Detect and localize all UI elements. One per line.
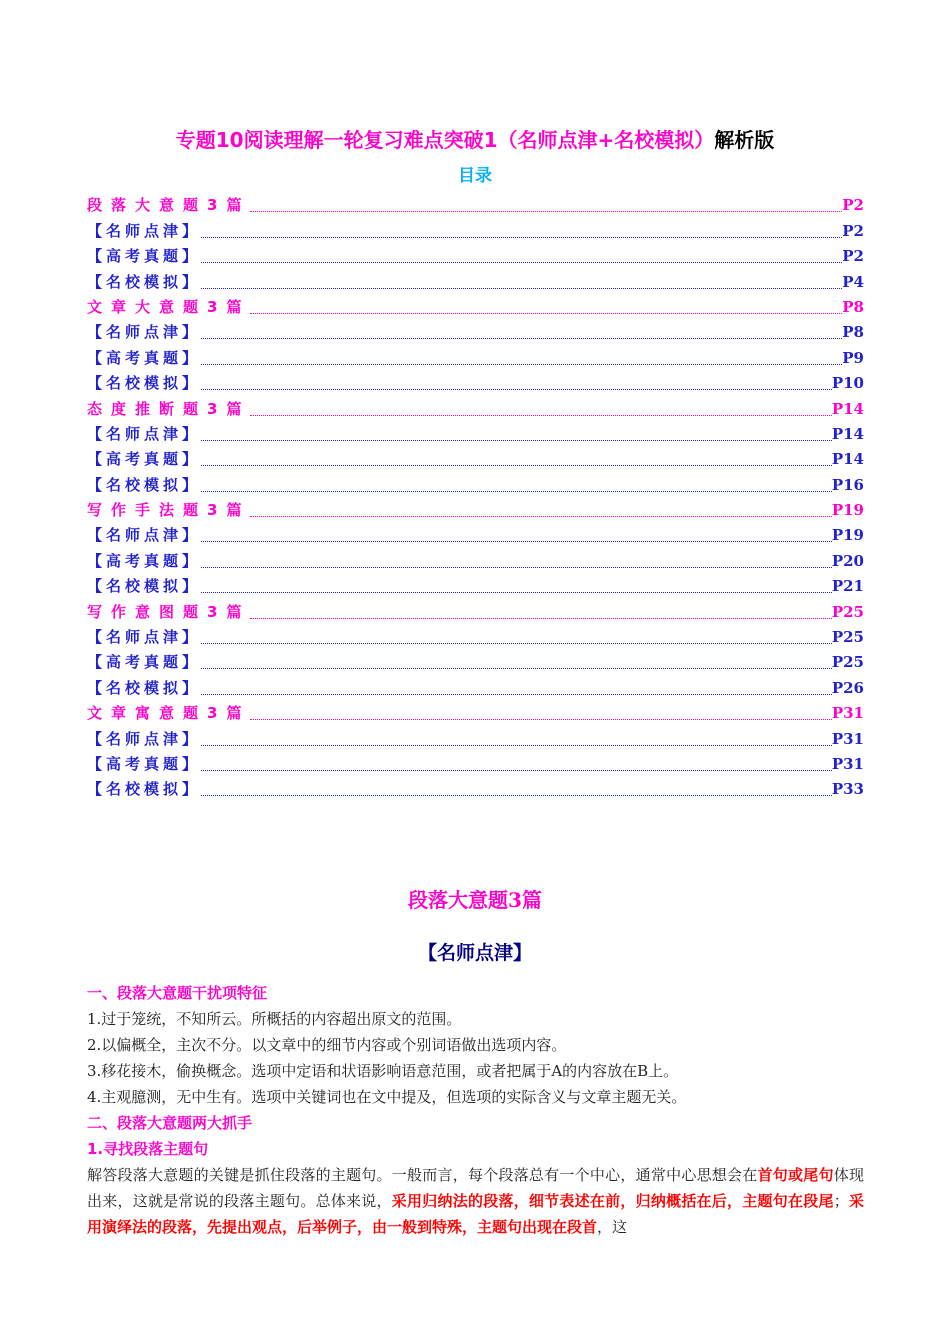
toc-page-number: P26 — [831, 678, 864, 697]
toc-entry-label: 【名校模拟】 — [87, 577, 202, 596]
toc-entry-label: 【名校模拟】 — [87, 780, 202, 799]
body-content — [87, 980, 864, 1240]
toc-sub-entry[interactable] — [87, 571, 864, 596]
toc-page-number: P2 — [842, 196, 864, 215]
list-item: 2.以偏概全，主次不分。以文章中的细节内容或个别词语做出选项内容。 — [87, 1036, 567, 1054]
toc-entry-label: 【名校模拟】 — [87, 475, 202, 494]
toc-page-number: P16 — [831, 475, 864, 494]
toc-leader-dots — [201, 770, 832, 771]
toc-entry-label: 【名师点津】 — [87, 424, 202, 443]
list-item: 3.移花接木，偷换概念。选项中定语和状语影响语意范围，或者把属于A的内容放在B上。 — [87, 1062, 679, 1080]
toc-page-number: P25 — [831, 653, 864, 672]
toc-sub-entry[interactable] — [87, 342, 864, 367]
toc-entry-label: 【名校模拟】 — [87, 678, 202, 697]
heading-two-keys: 二、段落大意题两大抓手 — [87, 1114, 253, 1132]
toc-page-number: P10 — [831, 374, 864, 393]
toc-section-entry[interactable] — [87, 495, 864, 520]
toc-leader-dots — [201, 491, 832, 492]
toc-page-number: P2 — [842, 221, 864, 240]
toc-leader-dots — [250, 313, 842, 314]
page-title-main: 专题10阅读理解一轮复习难点突破1（名师点津+名校模拟） — [175, 128, 715, 152]
toc-sub-entry[interactable] — [87, 520, 864, 545]
toc-page-number: P14 — [831, 424, 864, 443]
toc-sub-entry[interactable] — [87, 749, 864, 774]
paragraph-highlight: 采用演绎法的段落，先提出观点，后举例子，由一般到特殊，主题句出现在段首 — [87, 1192, 864, 1236]
toc-entry-label: 【名师点津】 — [87, 628, 202, 647]
toc-entry-label: 【高考真题】 — [87, 247, 202, 266]
toc-leader-dots — [201, 389, 832, 390]
toc-entry-label: 文章寓意题3篇 — [87, 704, 251, 723]
toc-entry-label: 【名师点津】 — [87, 323, 202, 342]
toc-leader-dots — [201, 338, 842, 339]
toc-entry-label: 【名校模拟】 — [87, 272, 202, 291]
toc-section-entry[interactable] — [87, 393, 864, 418]
toc-leader-dots — [250, 719, 831, 720]
toc-sub-entry[interactable] — [87, 545, 864, 570]
toc-entry-label: 【名师点津】 — [87, 526, 202, 545]
toc-page-number: P25 — [831, 628, 864, 647]
toc-entry-label: 文章大意题3篇 — [87, 297, 251, 316]
toc-page-number: P31 — [831, 704, 864, 723]
toc-page-number: P14 — [831, 399, 864, 418]
toc-entry-label: 【高考真题】 — [87, 450, 202, 469]
toc-page-number: P8 — [842, 297, 864, 316]
toc-page-number: P2 — [842, 247, 864, 266]
toc-sub-entry[interactable] — [87, 317, 864, 342]
toc-entry-label: 【高考真题】 — [87, 348, 202, 367]
toc-page-number: P8 — [842, 323, 864, 342]
toc-entry-label: 【名师点津】 — [87, 221, 202, 240]
toc-page-number: P33 — [831, 780, 864, 799]
toc-sub-entry[interactable] — [87, 469, 864, 494]
toc-section-entry[interactable] — [87, 596, 864, 621]
toc-sub-entry[interactable] — [87, 723, 864, 748]
toc-page-number: P14 — [831, 450, 864, 469]
toc-entry-label: 态度推断题3篇 — [87, 399, 251, 418]
toc-sub-entry[interactable] — [87, 622, 864, 647]
toc-leader-dots — [201, 262, 842, 263]
heading-topic-sentence: 1.寻找段落主题句 — [87, 1140, 209, 1158]
toc-entry-label: 【高考真题】 — [87, 551, 202, 570]
toc-leader-dots — [250, 618, 831, 619]
toc-leader-dots — [201, 288, 842, 289]
heading-distractor-features: 一、段落大意题干扰项特征 — [87, 984, 268, 1002]
toc-leader-dots — [201, 364, 842, 365]
toc-section-entry[interactable] — [87, 292, 864, 317]
toc-page-number: P21 — [831, 577, 864, 596]
paragraph-text: 体现出来，这就是常说的段落主题句。总体来说， — [87, 1166, 864, 1210]
toc-page-number: P19 — [831, 501, 864, 520]
paragraph-highlight: 采用归纳法的段落，细节表述在前，归纳概括在后，主题句在段尾 — [391, 1192, 834, 1210]
sub-title: 【名师点津】 — [417, 942, 532, 964]
toc-entry-label: 【名师点津】 — [87, 729, 202, 748]
toc-page-number: P31 — [831, 729, 864, 748]
toc-leader-dots — [201, 668, 832, 669]
toc-leader-dots — [250, 516, 831, 517]
toc-leader-dots — [201, 567, 832, 568]
paragraph-text: ； — [833, 1192, 849, 1210]
toc-sub-entry[interactable] — [87, 215, 864, 240]
toc-leader-dots — [201, 643, 832, 644]
toc-page-number: P31 — [831, 754, 864, 773]
toc-sub-entry[interactable] — [87, 419, 864, 444]
toc-entry-label: 【名校模拟】 — [87, 374, 202, 393]
toc-leader-dots — [201, 745, 832, 746]
paragraph-text: ，这 — [597, 1218, 628, 1236]
toc-sub-entry[interactable] — [87, 647, 864, 672]
toc-sub-entry[interactable] — [87, 241, 864, 266]
toc-leader-dots — [201, 694, 832, 695]
toc-leader-dots — [250, 211, 842, 212]
toc-entry-label: 写作意图题3篇 — [87, 602, 251, 621]
toc-entry-label: 段落大意题3篇 — [87, 196, 251, 215]
toc-leader-dots — [201, 440, 832, 441]
toc-entry-label: 【高考真题】 — [87, 653, 202, 672]
toc-section-entry[interactable] — [87, 698, 864, 723]
toc-sub-entry[interactable] — [87, 266, 864, 291]
toc-heading: 目录 — [458, 166, 492, 186]
toc-page-number: P19 — [831, 526, 864, 545]
toc-sub-entry[interactable] — [87, 368, 864, 393]
toc-entry-label: 【高考真题】 — [87, 754, 202, 773]
toc-sub-entry[interactable] — [87, 444, 864, 469]
toc-section-entry[interactable] — [87, 190, 864, 215]
toc-sub-entry[interactable] — [87, 672, 864, 697]
toc-entry-label: 写作手法题3篇 — [87, 501, 251, 520]
section-title: 段落大意题3篇 — [408, 888, 542, 912]
toc-leader-dots — [201, 592, 832, 593]
toc-leader-dots — [201, 237, 842, 238]
list-item: 1.过于笼统，不知所云。所概括的内容超出原文的范围。 — [87, 1010, 462, 1028]
toc-page-number: P4 — [842, 272, 864, 291]
toc-page-number: P25 — [831, 602, 864, 621]
paragraph-text: 解答段落大意题的关键是抓住段落的主题句。一般而言，每个段落总有一个中心，通常中心思想会在 — [87, 1166, 758, 1184]
toc-leader-dots — [201, 465, 832, 466]
page-title — [0, 126, 950, 154]
paragraph-highlight: 首句或尾句 — [757, 1166, 834, 1184]
page-title-suffix: 解析版 — [714, 128, 775, 152]
toc-sub-entry[interactable] — [87, 774, 864, 799]
toc-page-number: P9 — [842, 348, 864, 367]
body-paragraph — [87, 1162, 864, 1240]
list-item: 4.主观臆测，无中生有。选项中关键词也在文中提及，但选项的实际含义与文章主题无关。 — [87, 1088, 687, 1106]
toc-leader-dots — [250, 415, 831, 416]
toc-leader-dots — [201, 795, 832, 796]
table-of-contents — [87, 190, 864, 799]
toc-page-number: P20 — [831, 551, 864, 570]
toc-leader-dots — [201, 541, 832, 542]
